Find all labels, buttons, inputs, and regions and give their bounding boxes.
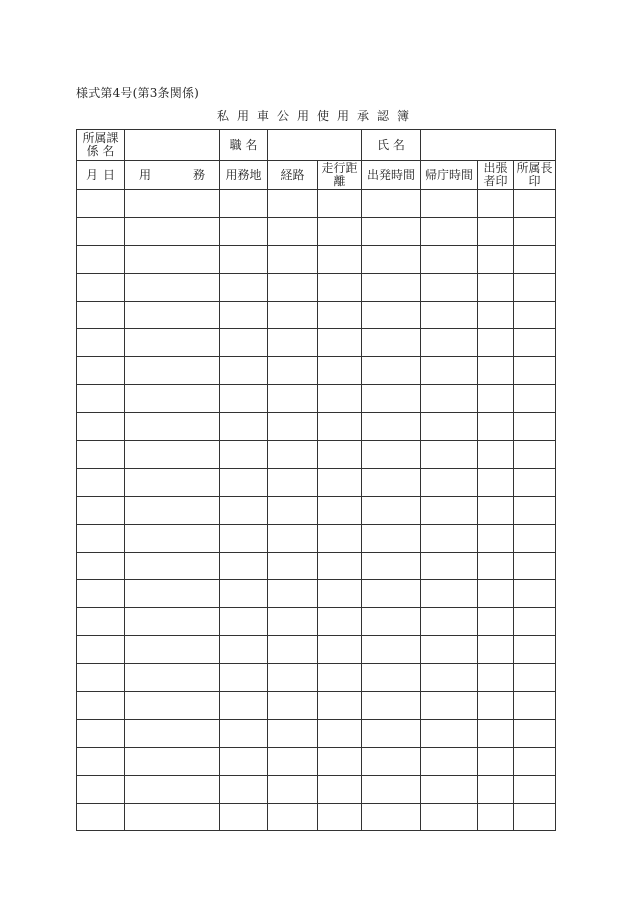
cell-traveler-seal[interactable] (478, 775, 514, 803)
cell-chief-seal[interactable] (514, 552, 556, 580)
cell-departure-time[interactable] (362, 636, 421, 664)
col-day-label: 日 (102, 167, 115, 182)
cell-business[interactable] (125, 580, 220, 608)
table-row (77, 385, 556, 413)
cell-destination[interactable] (220, 273, 268, 301)
cell-destination[interactable] (220, 217, 268, 245)
cell-chief-seal[interactable] (514, 719, 556, 747)
cell-business[interactable] (125, 301, 220, 329)
table-row (77, 608, 556, 636)
cell-chief-seal[interactable] (514, 245, 556, 273)
cell-month-day[interactable] (77, 580, 125, 608)
cell-traveler-seal[interactable] (478, 747, 514, 775)
col-chief-seal (514, 161, 556, 190)
cell-return-time[interactable] (421, 190, 478, 218)
cell-distance[interactable] (318, 664, 362, 692)
cell-business[interactable] (125, 496, 220, 524)
cell-departure-time[interactable] (362, 496, 421, 524)
cell-departure-time[interactable] (362, 524, 421, 552)
col-traveler-seal (478, 161, 514, 190)
col-traveler-seal-line1: 出張 (483, 161, 508, 175)
cell-chief-seal[interactable] (514, 524, 556, 552)
cell-month-day[interactable] (77, 301, 125, 329)
col-traveler-seal-line2: 者印 (483, 174, 508, 188)
cell-traveler-seal[interactable] (478, 301, 514, 329)
col-departure-time: 出発時間 (362, 161, 421, 190)
table-row (77, 273, 556, 301)
cell-destination[interactable] (220, 329, 268, 357)
cell-traveler-seal[interactable] (478, 664, 514, 692)
cell-destination[interactable] (220, 441, 268, 469)
cell-month-day[interactable] (77, 329, 125, 357)
cell-return-time[interactable] (421, 747, 478, 775)
cell-return-time[interactable] (421, 636, 478, 664)
dept-label (77, 130, 125, 161)
cell-return-time[interactable] (421, 245, 478, 273)
col-month-label: 月 (86, 167, 99, 182)
cell-return-time[interactable] (421, 441, 478, 469)
cell-month-day[interactable] (77, 636, 125, 664)
cell-distance[interactable] (318, 608, 362, 636)
cell-departure-time[interactable] (362, 664, 421, 692)
cell-distance[interactable] (318, 775, 362, 803)
cell-chief-seal[interactable] (514, 301, 556, 329)
cell-business[interactable] (125, 664, 220, 692)
cell-month-day[interactable] (77, 413, 125, 441)
cell-distance[interactable] (318, 385, 362, 413)
cell-departure-time[interactable] (362, 803, 421, 831)
cell-chief-seal[interactable] (514, 692, 556, 720)
cell-destination[interactable] (220, 580, 268, 608)
cell-month-day[interactable] (77, 524, 125, 552)
cell-month-day[interactable] (77, 747, 125, 775)
table-row (77, 496, 556, 524)
cell-departure-time[interactable] (362, 468, 421, 496)
cell-business[interactable] (125, 524, 220, 552)
cell-month-day[interactable] (77, 357, 125, 385)
cell-business[interactable] (125, 775, 220, 803)
dept-value-field[interactable] (125, 130, 220, 161)
cell-route[interactable] (268, 775, 318, 803)
cell-business[interactable] (125, 636, 220, 664)
cell-traveler-seal[interactable] (478, 190, 514, 218)
cell-return-time[interactable] (421, 385, 478, 413)
table-row (77, 190, 556, 218)
cell-departure-time[interactable] (362, 775, 421, 803)
cell-month-day[interactable] (77, 608, 125, 636)
table-row (77, 803, 556, 831)
table-row (77, 329, 556, 357)
cell-departure-time[interactable] (362, 692, 421, 720)
cell-distance[interactable] (318, 692, 362, 720)
col-return-time: 帰庁時間 (421, 161, 478, 190)
cell-chief-seal[interactable] (514, 747, 556, 775)
cell-month-day[interactable] (77, 245, 125, 273)
cell-route[interactable] (268, 636, 318, 664)
cell-destination[interactable] (220, 385, 268, 413)
cell-departure-time[interactable] (362, 385, 421, 413)
cell-return-time[interactable] (421, 552, 478, 580)
cell-chief-seal[interactable] (514, 190, 556, 218)
cell-business[interactable] (125, 608, 220, 636)
cell-business[interactable] (125, 803, 220, 831)
cell-route[interactable] (268, 719, 318, 747)
cell-distance[interactable] (318, 747, 362, 775)
cell-distance[interactable] (318, 273, 362, 301)
table-row (77, 524, 556, 552)
position-label: 職 名 (220, 130, 268, 161)
cell-chief-seal[interactable] (514, 441, 556, 469)
table-row (77, 441, 556, 469)
column-header-row (77, 161, 556, 190)
col-chief-seal-line2: 印 (528, 174, 541, 188)
cell-business[interactable] (125, 413, 220, 441)
cell-distance[interactable] (318, 357, 362, 385)
cell-month-day[interactable] (77, 803, 125, 831)
cell-traveler-seal[interactable] (478, 245, 514, 273)
cell-chief-seal[interactable] (514, 329, 556, 357)
cell-route[interactable] (268, 692, 318, 720)
cell-route[interactable] (268, 329, 318, 357)
cell-business[interactable] (125, 692, 220, 720)
col-business (125, 161, 220, 190)
cell-traveler-seal[interactable] (478, 413, 514, 441)
cell-month-day[interactable] (77, 217, 125, 245)
cell-destination[interactable] (220, 357, 268, 385)
cell-departure-time[interactable] (362, 301, 421, 329)
table-row (77, 217, 556, 245)
cell-route[interactable] (268, 190, 318, 218)
cell-departure-time[interactable] (362, 329, 421, 357)
cell-route[interactable] (268, 245, 318, 273)
cell-distance[interactable] (318, 245, 362, 273)
table-row (77, 357, 556, 385)
cell-departure-time[interactable] (362, 190, 421, 218)
cell-month-day[interactable] (77, 441, 125, 469)
cell-traveler-seal[interactable] (478, 552, 514, 580)
cell-route[interactable] (268, 664, 318, 692)
cell-return-time[interactable] (421, 301, 478, 329)
cell-month-day[interactable] (77, 775, 125, 803)
cell-traveler-seal[interactable] (478, 217, 514, 245)
cell-chief-seal[interactable] (514, 636, 556, 664)
col-month-day (77, 161, 125, 190)
cell-business[interactable] (125, 245, 220, 273)
cell-business[interactable] (125, 385, 220, 413)
cell-route[interactable] (268, 217, 318, 245)
cell-traveler-seal[interactable] (478, 580, 514, 608)
cell-departure-time[interactable] (362, 413, 421, 441)
col-business-left: 用 (139, 167, 152, 182)
cell-distance[interactable] (318, 803, 362, 831)
cell-departure-time[interactable] (362, 608, 421, 636)
cell-return-time[interactable] (421, 719, 478, 747)
cell-traveler-seal[interactable] (478, 385, 514, 413)
cell-return-time[interactable] (421, 608, 478, 636)
cell-return-time[interactable] (421, 217, 478, 245)
col-destination: 用務地 (220, 161, 268, 190)
cell-month-day[interactable] (77, 552, 125, 580)
cell-distance[interactable] (318, 413, 362, 441)
cell-return-time[interactable] (421, 775, 478, 803)
cell-chief-seal[interactable] (514, 775, 556, 803)
cell-traveler-seal[interactable] (478, 608, 514, 636)
cell-business[interactable] (125, 719, 220, 747)
col-distance-line1: 走行距 (321, 161, 358, 175)
cell-route[interactable] (268, 301, 318, 329)
cell-route[interactable] (268, 803, 318, 831)
cell-traveler-seal[interactable] (478, 357, 514, 385)
cell-month-day[interactable] (77, 664, 125, 692)
cell-destination[interactable] (220, 524, 268, 552)
cell-distance[interactable] (318, 301, 362, 329)
table-row (77, 692, 556, 720)
col-distance (318, 161, 362, 190)
cell-distance[interactable] (318, 217, 362, 245)
cell-month-day[interactable] (77, 719, 125, 747)
cell-distance[interactable] (318, 329, 362, 357)
cell-chief-seal[interactable] (514, 580, 556, 608)
table-row (77, 747, 556, 775)
cell-business[interactable] (125, 747, 220, 775)
cell-distance[interactable] (318, 441, 362, 469)
cell-destination[interactable] (220, 190, 268, 218)
cell-business[interactable] (125, 217, 220, 245)
cell-route[interactable] (268, 273, 318, 301)
cell-traveler-seal[interactable] (478, 496, 514, 524)
cell-route[interactable] (268, 608, 318, 636)
col-business-right: 務 (192, 167, 205, 182)
cell-return-time[interactable] (421, 413, 478, 441)
header-info-row (77, 130, 556, 161)
cell-destination[interactable] (220, 803, 268, 831)
name-value-field[interactable] (421, 130, 556, 161)
cell-traveler-seal[interactable] (478, 329, 514, 357)
table-row (77, 775, 556, 803)
cell-chief-seal[interactable] (514, 608, 556, 636)
cell-traveler-seal[interactable] (478, 636, 514, 664)
cell-departure-time[interactable] (362, 719, 421, 747)
cell-distance[interactable] (318, 524, 362, 552)
cell-distance[interactable] (318, 190, 362, 218)
cell-distance[interactable] (318, 552, 362, 580)
cell-destination[interactable] (220, 775, 268, 803)
cell-route[interactable] (268, 357, 318, 385)
cell-chief-seal[interactable] (514, 385, 556, 413)
cell-departure-time[interactable] (362, 217, 421, 245)
cell-destination[interactable] (220, 496, 268, 524)
cell-destination[interactable] (220, 552, 268, 580)
approval-ledger-table (76, 129, 556, 831)
table-row (77, 245, 556, 273)
cell-return-time[interactable] (421, 664, 478, 692)
cell-business[interactable] (125, 273, 220, 301)
cell-month-day[interactable] (77, 692, 125, 720)
cell-route[interactable] (268, 468, 318, 496)
cell-traveler-seal[interactable] (478, 803, 514, 831)
cell-traveler-seal[interactable] (478, 524, 514, 552)
cell-route[interactable] (268, 496, 318, 524)
form-code: 様式第4号(第3条関係) (76, 86, 200, 100)
cell-return-time[interactable] (421, 357, 478, 385)
table-row (77, 301, 556, 329)
cell-business[interactable] (125, 441, 220, 469)
cell-distance[interactable] (318, 496, 362, 524)
cell-distance[interactable] (318, 468, 362, 496)
cell-traveler-seal[interactable] (478, 441, 514, 469)
cell-departure-time[interactable] (362, 441, 421, 469)
cell-route[interactable] (268, 413, 318, 441)
table-row (77, 664, 556, 692)
cell-traveler-seal[interactable] (478, 468, 514, 496)
cell-return-time[interactable] (421, 329, 478, 357)
cell-business[interactable] (125, 329, 220, 357)
table-row (77, 413, 556, 441)
cell-route[interactable] (268, 552, 318, 580)
cell-return-time[interactable] (421, 524, 478, 552)
table-row (77, 552, 556, 580)
cell-chief-seal[interactable] (514, 803, 556, 831)
dept-label-line2: 係 名 (86, 144, 115, 158)
cell-month-day[interactable] (77, 190, 125, 218)
dept-label-line1: 所属課 (82, 131, 119, 145)
cell-destination[interactable] (220, 245, 268, 273)
cell-traveler-seal[interactable] (478, 273, 514, 301)
cell-route[interactable] (268, 524, 318, 552)
cell-business[interactable] (125, 468, 220, 496)
cell-distance[interactable] (318, 580, 362, 608)
cell-chief-seal[interactable] (514, 468, 556, 496)
cell-destination[interactable] (220, 468, 268, 496)
cell-destination[interactable] (220, 664, 268, 692)
cell-return-time[interactable] (421, 468, 478, 496)
cell-departure-time[interactable] (362, 747, 421, 775)
cell-destination[interactable] (220, 636, 268, 664)
col-chief-seal-line1: 所属長 (516, 161, 553, 175)
cell-month-day[interactable] (77, 385, 125, 413)
cell-departure-time[interactable] (362, 273, 421, 301)
position-value-field[interactable] (268, 130, 362, 161)
cell-route[interactable] (268, 385, 318, 413)
cell-month-day[interactable] (77, 273, 125, 301)
cell-chief-seal[interactable] (514, 357, 556, 385)
cell-return-time[interactable] (421, 692, 478, 720)
cell-destination[interactable] (220, 692, 268, 720)
cell-business[interactable] (125, 552, 220, 580)
cell-route[interactable] (268, 580, 318, 608)
cell-traveler-seal[interactable] (478, 719, 514, 747)
cell-business[interactable] (125, 190, 220, 218)
cell-month-day[interactable] (77, 496, 125, 524)
col-distance-line2: 離 (333, 174, 346, 188)
table-row (77, 636, 556, 664)
col-route: 経路 (268, 161, 318, 190)
table-row (77, 580, 556, 608)
cell-traveler-seal[interactable] (478, 692, 514, 720)
table-row (77, 719, 556, 747)
cell-chief-seal[interactable] (514, 217, 556, 245)
cell-distance[interactable] (318, 636, 362, 664)
cell-return-time[interactable] (421, 496, 478, 524)
cell-chief-seal[interactable] (514, 413, 556, 441)
cell-month-day[interactable] (77, 468, 125, 496)
cell-departure-time[interactable] (362, 357, 421, 385)
table-row (77, 468, 556, 496)
cell-chief-seal[interactable] (514, 273, 556, 301)
cell-business[interactable] (125, 357, 220, 385)
cell-chief-seal[interactable] (514, 496, 556, 524)
cell-destination[interactable] (220, 719, 268, 747)
cell-return-time[interactable] (421, 273, 478, 301)
cell-return-time[interactable] (421, 803, 478, 831)
cell-departure-time[interactable] (362, 245, 421, 273)
cell-route[interactable] (268, 747, 318, 775)
cell-chief-seal[interactable] (514, 664, 556, 692)
cell-destination[interactable] (220, 608, 268, 636)
cell-destination[interactable] (220, 747, 268, 775)
cell-route[interactable] (268, 441, 318, 469)
name-label: 氏 名 (362, 130, 421, 161)
cell-destination[interactable] (220, 413, 268, 441)
cell-departure-time[interactable] (362, 580, 421, 608)
cell-destination[interactable] (220, 301, 268, 329)
form-title: 私用車公用使用承認簿 (216, 109, 417, 123)
cell-distance[interactable] (318, 719, 362, 747)
cell-departure-time[interactable] (362, 552, 421, 580)
cell-return-time[interactable] (421, 580, 478, 608)
